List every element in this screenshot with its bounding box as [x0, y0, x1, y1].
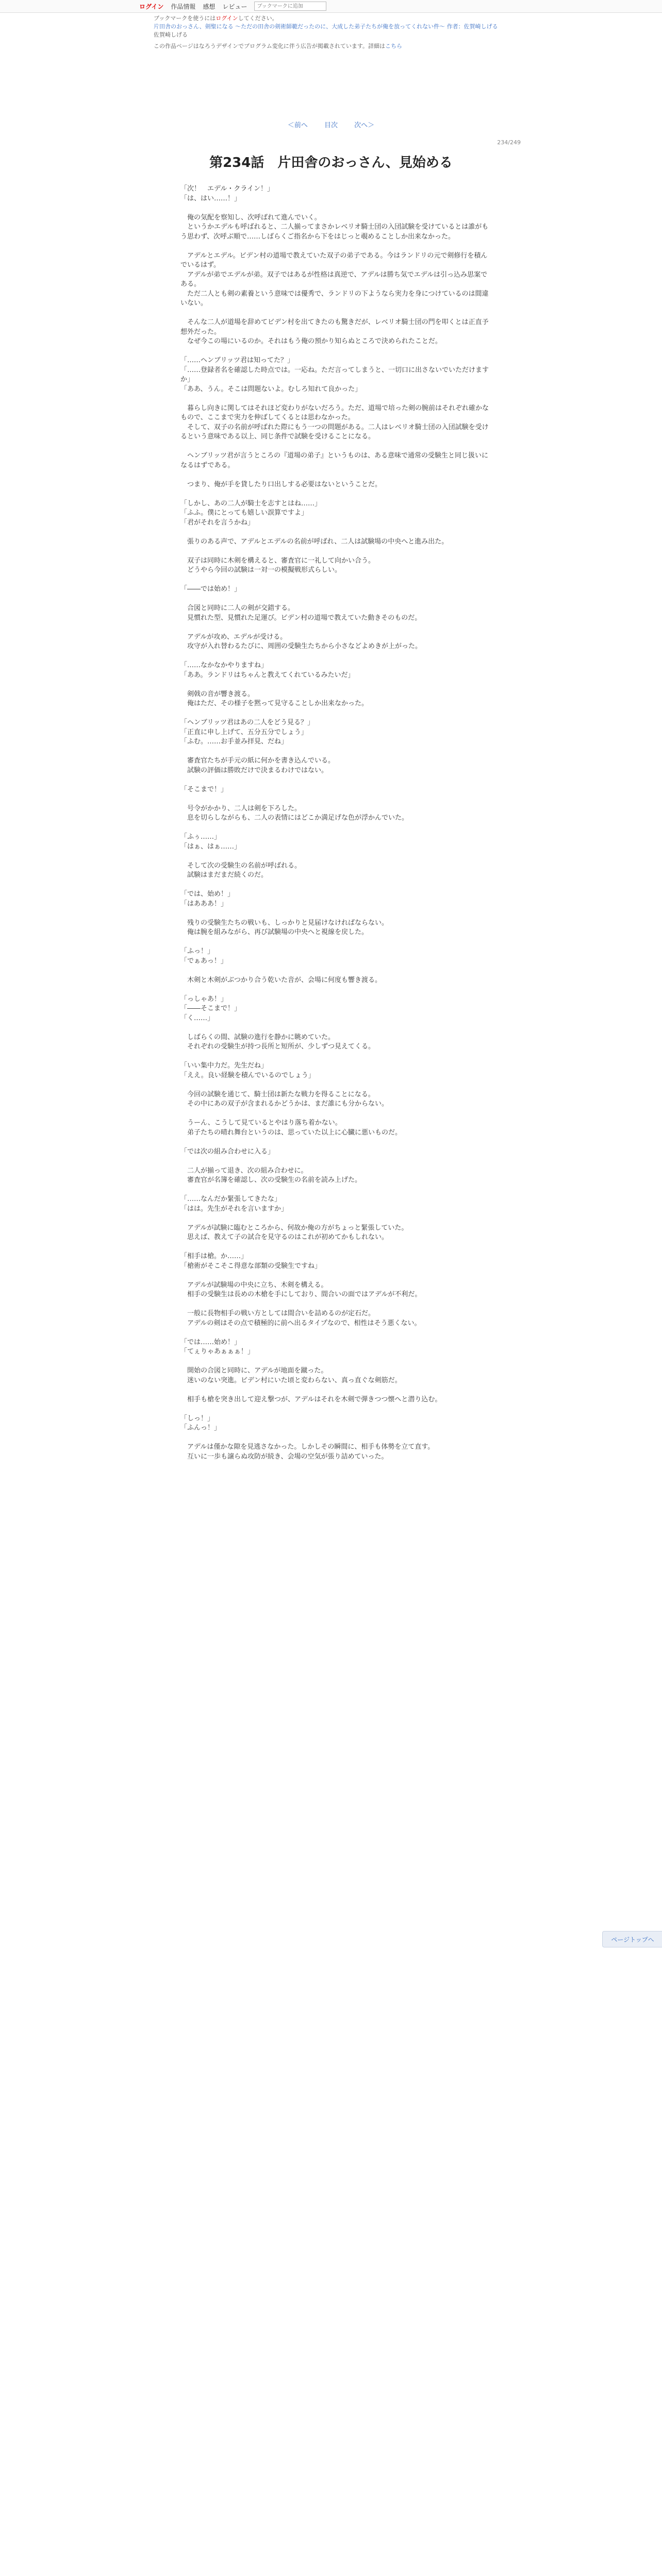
- paragraph: 「ああ。ランドリはちゃんと教えてくれているみたいだ」: [180, 671, 355, 679]
- paragraph: そして次の受験生の名前が呼ばれる。: [180, 861, 302, 870]
- paragraph: 相手も槍を突き出して迎え撃つが、アデルはそれを木剣で弾きつつ懐へと潜り込む。: [180, 1395, 442, 1403]
- paragraph: 「いい集中力だ。先生だね」: [180, 1062, 268, 1070]
- paragraph: 一般に長物相手の戦い方としては間合いを詰めるのが定石だ。: [180, 1310, 375, 1317]
- blank-line: [180, 1300, 490, 1310]
- paragraph: 俺はただ、その様子を黙って見守ることしか出来なかった。: [180, 700, 369, 707]
- paragraph: 俺は腕を組みながら、再び試験場の中央へと視線を戻した。: [180, 928, 369, 936]
- paragraph: 息を切らしながらも、二人の表情にはどこか満足げな色が浮かんでいた。: [180, 814, 409, 822]
- paragraph: アデルが試験場の中央に立ち、木剣を構える。: [180, 1281, 328, 1289]
- blank-line: [180, 470, 490, 480]
- login-alert-link[interactable]: ログイン: [216, 15, 238, 22]
- paragraph: 「はあああ！」: [180, 900, 228, 908]
- paragraph: 号令がかかり、二人は剣を下ろした。: [180, 804, 302, 812]
- paragraph: 「相手は槍。か……」: [180, 1252, 248, 1260]
- chapter-number: 234/249: [497, 139, 521, 146]
- toc-link[interactable]: 目次: [324, 122, 338, 129]
- blank-line: [180, 794, 490, 804]
- paragraph: 「……登録者名を確認した時点では。一応ね。ただ言ってしまうと、一切口に出さないでいただけますか」: [180, 366, 489, 383]
- paragraph: どうやら今回の試験は一対一の模擬戦形式らしい。: [180, 566, 342, 574]
- ad-notice-text: この作品ページはなろうデザインでプログラム変化に伴う広告が掲載されています。詳細は: [154, 43, 386, 49]
- blank-line: [180, 775, 490, 785]
- blank-line: [180, 1185, 490, 1195]
- blank-line: [180, 652, 490, 662]
- blank-line: [180, 575, 490, 585]
- paragraph: 残りの受験生たちの戦いも、しっかりと見届けなければならない。: [180, 919, 389, 927]
- blank-line: [180, 242, 490, 251]
- login-alert-text: ブックマークを使うには: [154, 15, 216, 22]
- blank-line: [180, 1023, 490, 1033]
- chapter-title: 第234話 片田舎のおっさん、見始める: [209, 155, 453, 171]
- paragraph: 「はは。先生がそれを言いますか」: [180, 1205, 288, 1213]
- ad-notice: [154, 42, 515, 50]
- chapter-body: [180, 184, 490, 1462]
- paragraph: 木剣と木剣がぶつかり合う乾いた音が、会場に何度も響き渡る。: [180, 976, 382, 984]
- paragraph: 開始の合図と同時に、アデルが地面を蹴った。: [180, 1367, 328, 1375]
- blank-line: [180, 966, 490, 976]
- blank-line: [180, 1157, 490, 1166]
- paragraph: 「しかし、あの二人が騎士を志すとはね……」: [180, 499, 322, 507]
- paragraph: 二人が揃って退き、次の組み合わせに。: [180, 1166, 308, 1175]
- paragraph: 「……なんだか緊張してきたな」: [180, 1195, 282, 1203]
- nav-link-work-info[interactable]: 作品情報: [171, 3, 196, 10]
- blank-line: [180, 394, 490, 404]
- bookmark-input[interactable]: [254, 2, 326, 11]
- paragraph: 「そこまで！」: [180, 785, 228, 793]
- paragraph: 「ふんっ！」: [180, 1424, 221, 1432]
- paragraph: 「ヘンブリッツ君はあの二人をどう見る？」: [180, 719, 314, 726]
- paragraph: その中にあの双子が含まれるかどうかは、まだ誰にも分からない。: [180, 1100, 389, 1108]
- paragraph: 「ふむ。……お手並み拝見、だね」: [180, 738, 288, 745]
- paragraph: 「……ヘンブリッツ君は知ってた？」: [180, 357, 294, 364]
- paragraph: そんな二人が道場を辞めてビデン村を出てきたのも驚きだが、レベリオ騎士団の門を叩くとは正直予想外だった。: [180, 318, 489, 336]
- paragraph: 暮らし向きに関してはそれほど変わりがないだろう。ただ、道場で培った剣の腕前はそれぞれ確かなもので、ここまで実力を伸ばしてくるとは思わなかった。: [180, 404, 489, 421]
- blank-line: [180, 1404, 490, 1414]
- blank-line: [180, 823, 490, 833]
- blank-line: [180, 909, 490, 919]
- blank-line: [180, 1271, 490, 1281]
- paragraph: 「――では始め！」: [180, 585, 241, 593]
- paragraph: うーん、こうして見ているとやはり落ち着かない。: [180, 1119, 342, 1127]
- paragraph: アデルの剣はその点で積極的に前へ出るタイプなので、相性はそう悪くない。: [180, 1319, 421, 1327]
- paragraph: そして、双子の名前が呼ばれた際にもう一つの問題がある。二人はレベリオ騎士団の入団試験を受けるという意味である以上、同じ条件で試験を受けることになる。: [180, 423, 489, 440]
- page-top-button[interactable]: ページトップへ: [602, 1931, 662, 1947]
- paragraph: 攻守が入れ替わるたびに、周囲の受験生たちから小さなどよめきが上がった。: [180, 642, 422, 650]
- paragraph: 「っしゃあ！」: [180, 995, 228, 1003]
- paragraph: 双子は同時に木剣を構えると、審査官に一礼して向かい合う。: [180, 556, 375, 565]
- nav-link-reviews[interactable]: 感想: [203, 3, 216, 10]
- paragraph: 「はぁ、はぁ……」: [180, 842, 241, 851]
- blank-line: [180, 1138, 490, 1147]
- paragraph: 「ふぅ……」: [180, 833, 221, 841]
- blank-line: [180, 595, 490, 604]
- paragraph: アデルが攻め、エデルが受ける。: [180, 633, 287, 641]
- paragraph: 「では、始め！」: [180, 890, 235, 898]
- paragraph: 見慣れた型、見慣れた足運び。ビデン村の道場で教えていた動きそのものだ。: [180, 614, 422, 622]
- paragraph: 今回の試験を通じて、騎士団は新たな戦力を得ることになる。: [180, 1090, 375, 1098]
- blank-line: [180, 547, 490, 556]
- paragraph: つまり、俺が手を貸したり口出しする必要はないということだ。: [180, 480, 382, 488]
- paragraph: 「……なかなかやりますね」: [180, 662, 268, 669]
- paragraph: 「槍術がそこそこ得意な部類の受験生ですね」: [180, 1262, 322, 1270]
- paragraph: なぜ今この場にいるのか。それはもう俺の預かり知らぬところで決められたことだ。: [180, 337, 442, 345]
- blank-line: [180, 1109, 490, 1119]
- blank-line: [180, 528, 490, 537]
- paragraph: 審査官が名簿を確認し、次の受験生の名前を読み上げた。: [180, 1176, 362, 1184]
- chapter-pager: [0, 120, 662, 129]
- top-navigation-bar: [0, 0, 662, 13]
- paragraph: 合図と同時に二人の剣が交錯する。: [180, 604, 295, 612]
- login-alert-suffix: してください。: [238, 15, 278, 22]
- prev-chapter-link[interactable]: ＜前へ: [287, 122, 308, 129]
- blank-line: [180, 1080, 490, 1090]
- paragraph: 「てぇりゃあぁぁぁ！」: [180, 1348, 254, 1355]
- blank-line: [180, 709, 490, 719]
- paragraph: 互いに一歩も譲らぬ攻防が続き、会場の空気が張り詰めていった。: [180, 1452, 388, 1461]
- paragraph: ヘンブリッツ君が言うところの『道場の弟子』というものは、ある意味で通常の受験生と同じ扱いになるはずである。: [180, 452, 488, 469]
- paragraph: しばらくの間、試験の進行を静かに眺めていた。: [180, 1033, 335, 1041]
- paragraph: 思えば、教えて子の試合を見守るのはこれが初めてかもしれない。: [180, 1233, 389, 1241]
- blank-line: [180, 309, 490, 318]
- blank-line: [180, 880, 490, 890]
- login-link[interactable]: ログイン: [139, 3, 164, 10]
- blank-line: [180, 489, 490, 499]
- paragraph: 「では次の組み合わせに入る」: [180, 1147, 275, 1156]
- paragraph: 迷いのない突進。ビデン村にいた頃と変わらない、真っ直ぐな剣筋だ。: [180, 1376, 402, 1384]
- blank-line: [180, 1243, 490, 1252]
- blank-line: [180, 938, 490, 947]
- paragraph: 「正直に申し上げて、五分五分でしょう」: [180, 728, 308, 736]
- paragraph: 張りのある声で、アデルとエデルの名前が呼ばれ、二人は試験場の中央へと進み出た。: [180, 537, 449, 546]
- paragraph: 相手の受験生は長めの木槍を手にしており、間合いの面ではアデルが不利だ。: [180, 1291, 422, 1298]
- paragraph: 剣戟の音が響き渡る。: [180, 690, 255, 698]
- paragraph: というかエデルも呼ばれると、二人揃ってまさかレベリオ騎士団の入団試験を受けているとは誰がもう思わず、次呼ぶ順で……しばらくご指名から下をはじっと覗めることしか出来なかった。: [180, 223, 489, 241]
- paragraph: 「しっ！」: [180, 1414, 214, 1422]
- blank-line: [180, 1214, 490, 1224]
- blank-line: [180, 680, 490, 690]
- blank-line: [180, 623, 490, 633]
- series-title-link[interactable]: 片田舎のおっさん、剣聖になる 〜ただの田舎の剣術師範だったのに、大成した弟子たちが俺を放ってくれない件〜 作者：佐賀崎しげる: [154, 23, 498, 30]
- blank-line: [180, 985, 490, 995]
- blank-line: [180, 442, 490, 452]
- paragraph: 「では……始め！」: [180, 1338, 241, 1346]
- paragraph: 「ええ。良い経験を積んでいるのでしょう」: [180, 1071, 315, 1079]
- next-chapter-link[interactable]: 次へ＞: [354, 122, 375, 129]
- paragraph: 「ああ、うん。そこは問題ないよ。むしろ知れて良かった」: [180, 385, 362, 393]
- paragraph: 試験の評価は勝敗だけで決まるわけではない。: [180, 766, 328, 774]
- paragraph: 「でぁあっ！」: [180, 957, 227, 965]
- paragraph: アデルが試験に臨むところから、何故か俺の方がちょっと緊張していた。: [180, 1224, 408, 1232]
- paragraph: 俺の気配を察知し、次呼ばれて進んでいく。: [180, 213, 321, 222]
- paragraph: 審査官たちが手元の紙に何かを書き込んでいる。: [180, 757, 335, 765]
- paragraph: ただ二人とも剣の素養という意味では優秀で、ランドリの下ようなら実力を身につけているのは間違いない。: [180, 290, 489, 307]
- paragraph: それぞれの受験生が持つ長所と短所が、少しずつ見えてくる。: [180, 1043, 375, 1050]
- paragraph: 「く……」: [180, 1014, 214, 1022]
- login-alert: [154, 14, 515, 23]
- blank-line: [180, 1433, 490, 1443]
- blank-line: [180, 747, 490, 757]
- paragraph: 試験はまだまだ続くのだ。: [180, 871, 268, 879]
- paragraph: 「君がそれを言うかね」: [180, 518, 255, 527]
- blank-line: [180, 852, 490, 861]
- paragraph: アデルは僅かな隙を見逃さなかった。しかしその瞬間に、相手も体勢を立て直す。: [180, 1443, 435, 1451]
- paragraph: 「――そこまで！」: [180, 1005, 241, 1012]
- blank-line: [180, 1357, 490, 1367]
- blank-line: [180, 347, 490, 357]
- paragraph: アデルとエデル。ビデン村の道場で教えていた双子の弟子である。今はランドリの元で剣修行を積んでいるはず。: [180, 251, 488, 269]
- paragraph: 「は、はい……！」: [180, 194, 241, 202]
- nav-link-review[interactable]: レビュー: [222, 3, 247, 10]
- paragraph: アデルが弟でエデルが弟。双子ではあるが性格は真逆で、アデルは勝ち気でエデルは引っ込み思案である。: [180, 270, 488, 288]
- blank-line: [180, 1052, 490, 1062]
- ad-notice-link[interactable]: こちら: [385, 43, 403, 49]
- paragraph: 「ふっ！」: [180, 947, 214, 955]
- paragraph: 弟子たちの晴れ舞台というのは、思っていた以上に心臓に悪いものだ。: [180, 1128, 402, 1137]
- author-name[interactable]: 佐賀崎しげる: [154, 31, 188, 38]
- paragraph: 「ふふ。僕にとっても嬉しい誤算ですよ」: [180, 509, 308, 517]
- blank-line: [180, 1385, 490, 1395]
- page-header: [154, 14, 515, 50]
- paragraph: 「次！ エデル・クライン！」: [180, 185, 274, 193]
- blank-line: [180, 1328, 490, 1338]
- blank-line: [180, 204, 490, 213]
